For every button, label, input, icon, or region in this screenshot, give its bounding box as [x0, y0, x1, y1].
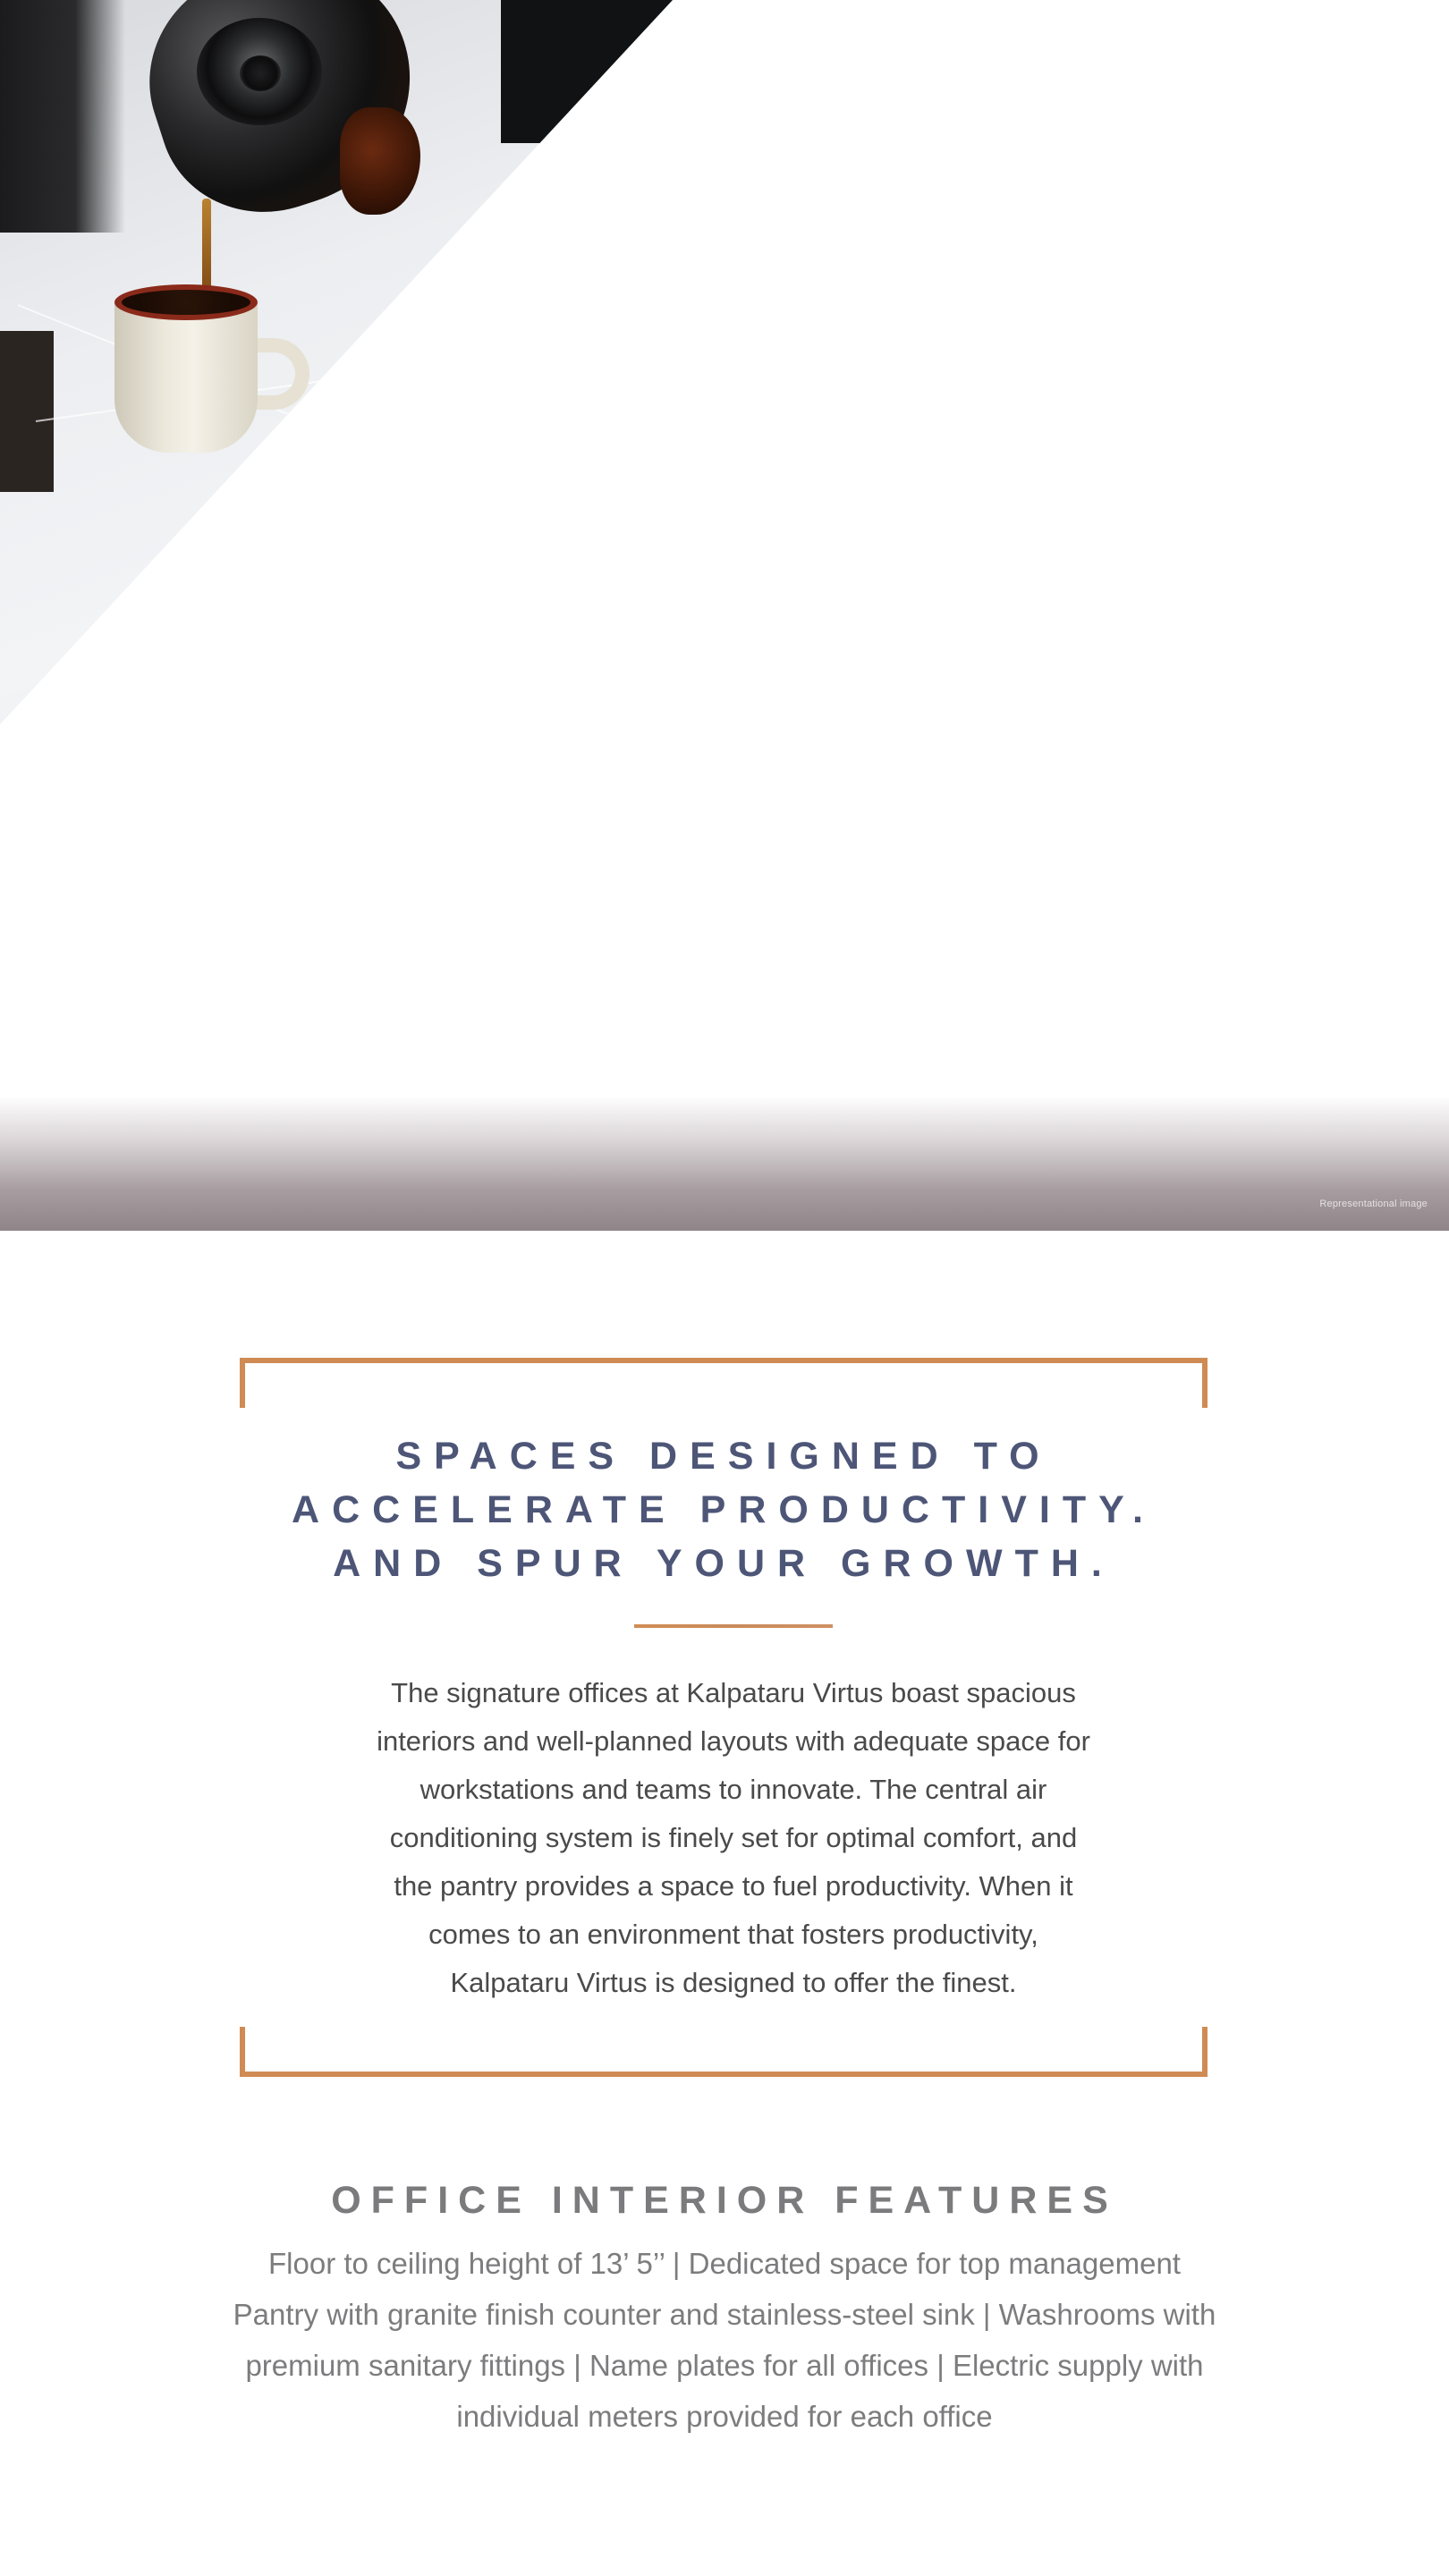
coffee-mug: [114, 284, 284, 463]
features-line: premium sanitary fittings | Name plates for all offices | Electric supply with: [245, 2349, 1204, 2382]
mug-body: [114, 301, 258, 453]
body-line: interiors and well-planned layouts with adequate space for: [377, 1725, 1090, 1757]
representational-image-note: Representational image: [1319, 1199, 1428, 1209]
features-title: OFFICE INTERIOR FEATURES: [331, 2179, 1118, 2222]
hero-bottom-fade: [0, 1096, 1449, 1231]
intro-headline: [240, 1429, 1208, 1590]
frame-bottom-bracket: [240, 2027, 1208, 2077]
headline-line: SPACES DESIGNED TO: [395, 1435, 1052, 1478]
body-line: Kalpataru Virtus is designed to offer the finest.: [450, 1967, 1017, 1998]
body-line: the pantry provides a space to fuel productivity. When it: [394, 1870, 1073, 1902]
features-list: [107, 2238, 1342, 2442]
coffee-pot: [134, 0, 411, 224]
body-line: comes to an environment that fosters productivity,: [428, 1919, 1038, 1950]
body-line: The signature offices at Kalpataru Virtus boast spacious: [391, 1677, 1076, 1708]
photo-background-dark: [501, 0, 680, 143]
hero-section: [0, 0, 1449, 1231]
body-line: workstations and teams to innovate. The central air: [419, 1774, 1047, 1805]
features-line: individual meters provided for each office: [456, 2400, 993, 2433]
headline-line: AND SPUR YOUR GROWTH.: [333, 1542, 1114, 1585]
mug-coffee: [122, 290, 250, 315]
coffee-in-pot: [340, 107, 420, 215]
intro-body: [322, 1669, 1145, 2007]
coffee-pour-photo: [0, 0, 680, 724]
counter-edge: [0, 331, 54, 492]
photo-shadow: [0, 0, 125, 233]
coffee-pot-knob: [240, 55, 281, 91]
frame-top-bracket: [240, 1358, 1208, 1408]
headline-line: ACCELERATE PRODUCTIVITY.: [292, 1488, 1156, 1531]
headline-divider: [634, 1624, 833, 1628]
features-line: Floor to ceiling height of 13’ 5’’ | Dedicated space for top management: [268, 2247, 1181, 2280]
body-line: conditioning system is finely set for optimal comfort, and: [389, 1822, 1078, 1853]
features-line: Pantry with granite finish counter and stainless-steel sink | Washrooms with: [233, 2298, 1216, 2331]
